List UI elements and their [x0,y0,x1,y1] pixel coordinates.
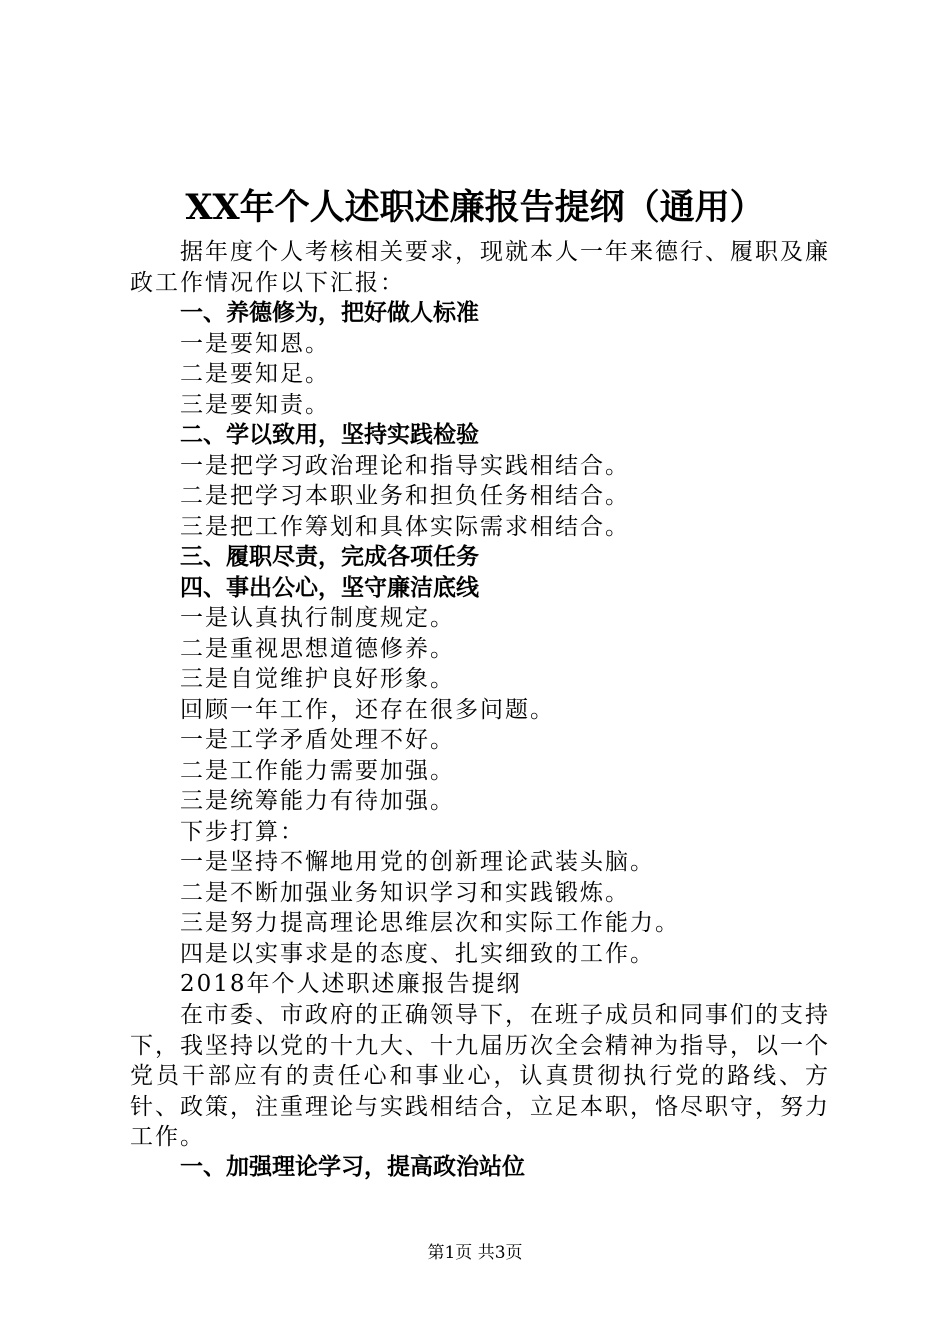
list-item: 一是坚持不懈地用党的创新理论武装头脑。 [180,849,655,875]
second-intro-paragraph [130,1000,830,1153]
list-item: 二是重视思想道德修养。 [180,636,455,662]
section-heading: 一、加强理论学习，提高政治站位 [180,1154,525,1180]
list-item: 二是不断加强业务知识学习和实践锻炼。 [180,880,630,906]
list-item: 一是工学矛盾处理不好。 [180,727,455,753]
intro-paragraph [130,237,830,298]
problems-lead: 回顾一年工作，还存在很多问题。 [180,697,555,723]
second-intro-text: 在市委、市政府的正确领导下，在班子成员和同事们的支持下，我坚持以党的十九大、十九届历次全会精神为指导，以一个党员干部应有的责任心和事业心，认真贯彻执行党的路线、方针、政策，注重理论与实践相结合，立足本职，恪尽职守，努力工作。 [130,1002,830,1150]
page-footer: 第1页 共3页 [427,1243,523,1263]
plans-lead: 下步打算： [180,819,305,845]
section-heading: 四、事出公心，坚守廉洁底线 [180,575,479,601]
list-item: 三是自觉维护良好形象。 [180,666,455,692]
list-item: 四是以实事求是的态度、扎实细致的工作。 [180,941,655,967]
list-item: 三是努力提高理论思维层次和实际工作能力。 [180,910,680,936]
list-item: 一是要知恩。 [180,331,330,357]
section-heading: 一、养德修为，把好做人标准 [180,300,479,326]
list-item: 二是把学习本职业务和担负任务相结合。 [180,483,630,509]
list-item: 二是工作能力需要加强。 [180,758,455,784]
list-item: 二是要知足。 [180,361,330,387]
list-item: 三是统筹能力有待加强。 [180,788,455,814]
list-item: 三是把工作筹划和具体实际需求相结合。 [180,514,630,540]
list-item: 三是要知责。 [180,392,330,418]
document-title: XX年个人述职述廉报告提纲（通用） [185,187,765,228]
list-item: 一是认真执行制度规定。 [180,605,455,631]
intro-text: 据年度个人考核相关要求，现就本人一年来德行、履职及廉政工作情况作以下汇报： [130,239,830,296]
list-item: 一是把学习政治理论和指导实践相结合。 [180,453,630,479]
second-report-title: 2018年个人述职述廉报告提纲 [180,971,522,997]
section-heading: 二、学以致用，坚持实践检验 [180,422,479,448]
section-heading: 三、履职尽责，完成各项任务 [180,544,479,570]
